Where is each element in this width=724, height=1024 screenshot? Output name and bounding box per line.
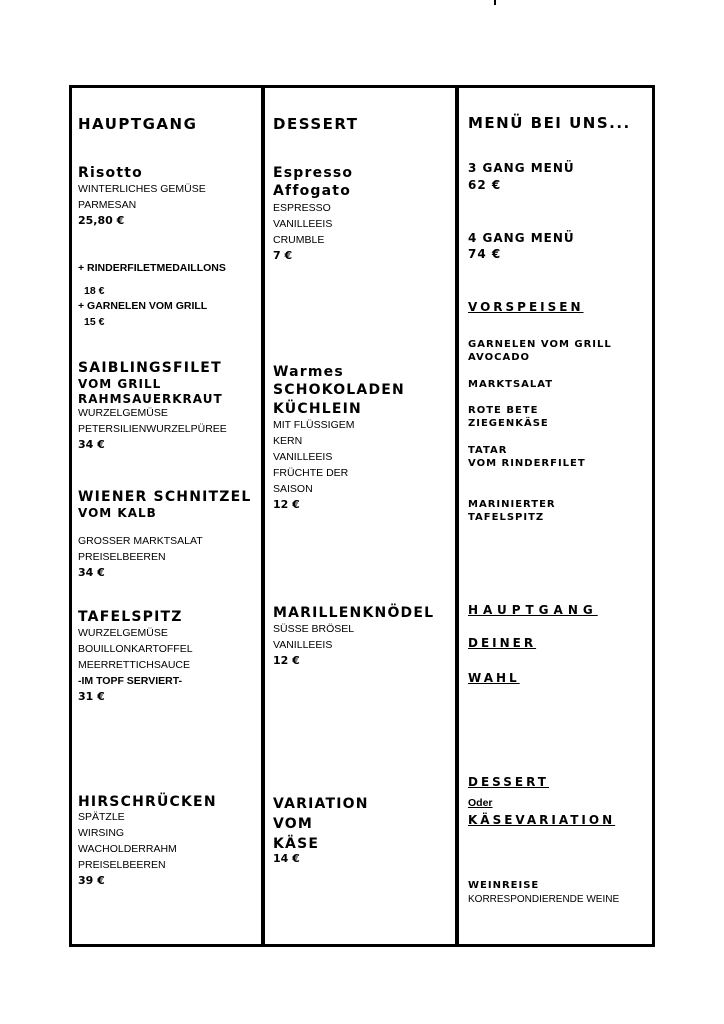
saibling-line-1: WURZELGEMÜSE [78,407,168,419]
vorspeise-5-line-1: MARINIERTER [468,499,556,510]
kuechlein-line-5: SAISON [273,483,313,495]
top-edge-mark [494,0,496,5]
saibling-title: SAIBLINGSFILET [78,360,222,376]
menu-kaesevariation: KÄSEVARIATION [468,813,616,827]
vorspeise-1-line-1: GARNELEN VOM GRILL [468,339,612,350]
vorspeise-1-line-2: AVOCADO [468,352,531,363]
main-heading: HAUPTGANG [78,115,198,133]
tafelspitz-price: 31 € [78,690,105,703]
tafelspitz-line-1: WURZELGEMÜSE [78,627,168,639]
tafelspitz-line-2: BOUILLONKARTOFFEL [78,643,193,655]
addon-garnelen-price: 15 € [84,316,105,328]
knoedel-price: 12 € [273,654,300,667]
column-divider-2 [455,85,459,947]
hirsch-line-3: WACHOLDERRAHM [78,843,177,855]
saibling-subtitle-1: VOM GRILL [78,377,162,391]
risotto-price: 25,80 € [78,214,125,227]
vorspeise-3-line-2: ZIEGENKÄSE [468,418,549,429]
vorspeise-3-line-1: ROTE BETE [468,405,539,416]
menu-oder: Oder [468,797,493,809]
affogato-title-2: Affogato [273,183,352,199]
addon-garnelen: + GARNELEN VOM GRILL [78,300,208,312]
affogato-title-1: Espresso [273,165,354,181]
vorspeise-5-line-2: TAFELSPITZ [468,512,545,523]
affogato-line-1: ESPRESSO [273,202,331,214]
dessert-heading: DESSERT [273,115,359,133]
risotto-title: Risotto [78,165,143,181]
menu-heading: MENÜ BEI UNS... [468,114,631,132]
schnitzel-line-2: PREISELBEEREN [78,551,166,563]
addon-rinderfilet: + RINDERFILETMEDAILLONS [78,262,226,274]
tafelspitz-line-3: MEERRETTICHSAUCE [78,659,191,671]
schnitzel-title: WIENER SCHNITZEL [78,489,252,505]
kaese-title-2: VOM [273,816,314,832]
menu-3gang-price: 62 € [468,178,502,192]
menu-3gang-title: 3 GANG MENÜ [468,161,575,175]
weinreise-desc: KORRESPONDIERENDE WEINE [468,894,620,905]
affogato-line-2: VANILLEEIS [273,218,333,230]
knoedel-title: MARILLENKNÖDEL [273,605,435,621]
menu-hauptgang-heading: HAUPTGANG [468,603,598,617]
kuechlein-line-2: KERN [273,435,303,447]
menu-4gang-price: 74 € [468,247,502,261]
menu-deiner: DEINER [468,636,537,650]
kaese-title-3: KÄSE [273,836,320,852]
kuechlein-title-3: KÜCHLEIN [273,401,362,417]
kuechlein-price: 12 € [273,498,300,511]
saibling-subtitle-2: RAHMSAUERKRAUT [78,392,223,406]
knoedel-line-1: SÜSSE BRÖSEL [273,623,355,635]
kuechlein-line-3: VANILLEEIS [273,451,333,463]
tafelspitz-note: -IM TOPF SERVIERT- [78,675,183,687]
knoedel-line-2: VANILLEEIS [273,639,333,651]
tafelspitz-title: TAFELSPITZ [78,609,183,625]
kuechlein-line-4: FRÜCHTE DER [273,467,349,479]
vorspeise-2: MARKTSALAT [468,379,554,390]
kuechlein-title-1: Warmes [273,364,344,380]
schnitzel-price: 34 € [78,566,105,579]
hirsch-price: 39 € [78,874,105,887]
affogato-price: 7 € [273,249,293,262]
menu-dessert-heading: DESSERT [468,775,549,789]
vorspeise-4-line-2: VOM RINDERFILET [468,458,586,469]
risotto-line-1: WINTERLICHES GEMÜSE [78,183,206,195]
kaese-title-1: VARIATION [273,796,369,812]
hirsch-title: HIRSCHRÜCKEN [78,794,217,810]
hirsch-line-2: WIRSING [78,827,125,839]
saibling-price: 34 € [78,438,105,451]
kaese-price: 14 € [273,852,300,865]
menu-4gang-title: 4 GANG MENÜ [468,231,575,245]
weinreise-title: WEINREISE [468,880,540,891]
hirsch-line-1: SPÄTZLE [78,811,125,823]
addon-rinderfilet-price: 18 € [84,285,105,297]
saibling-line-2: PETERSILIENWURZELPÜREE [78,423,227,435]
affogato-line-3: CRUMBLE [273,234,325,246]
hirsch-line-4: PREISELBEEREN [78,859,166,871]
vorspeise-4-line-1: TATAR [468,445,508,456]
kuechlein-line-1: MIT FLÜSSIGEM [273,419,355,431]
vorspeisen-heading: VORSPEISEN [468,300,584,314]
risotto-line-2: PARMESAN [78,199,137,211]
kuechlein-title-2: SCHOKOLADEN [273,382,405,398]
menu-wahl: WAHL [468,671,520,685]
schnitzel-line-1: GROSSER MARKTSALAT [78,535,203,547]
schnitzel-subtitle: VOM KALB [78,506,157,520]
column-divider-1 [261,85,265,947]
